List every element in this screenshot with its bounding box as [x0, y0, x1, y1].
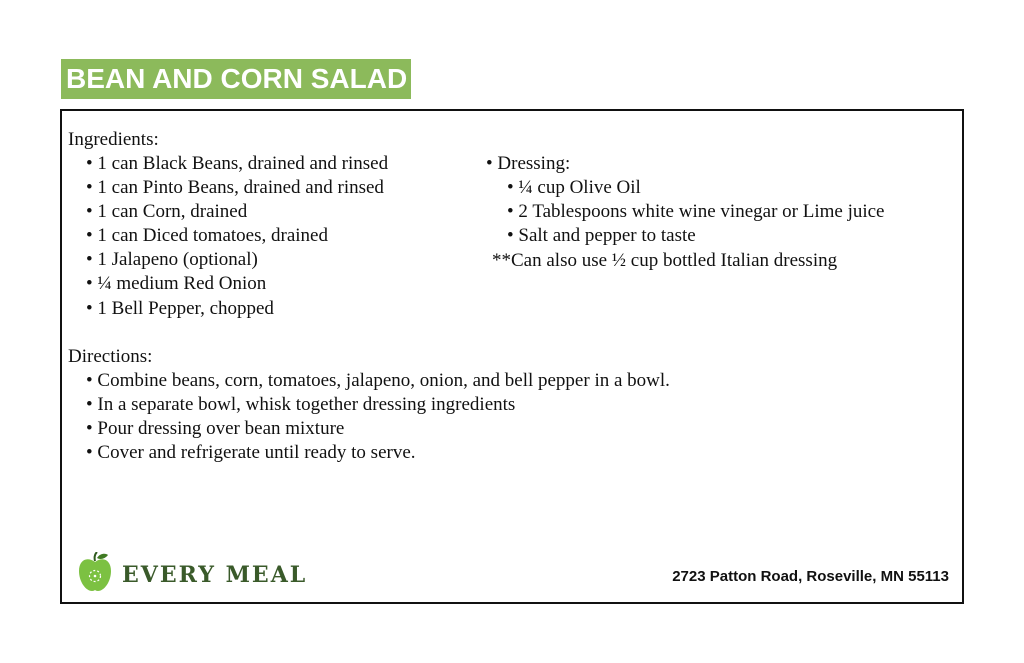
dressing-note: **Can also use ½ cup bottled Italian dressing [492, 250, 838, 271]
ingredient-item: • 1 can Black Beans, drained and rinsed [86, 152, 388, 176]
dressing-item: • ¼ cup Olive Oil [507, 176, 641, 200]
dressing-item: • 2 Tablespoons white wine vinegar or Lime juice [507, 200, 885, 224]
direction-step: • Combine beans, corn, tomatoes, jalapeno, onion, and bell pepper in a bowl. [86, 369, 670, 393]
direction-step: • Cover and refrigerate until ready to serve. [86, 441, 416, 465]
dressing-item: • Salt and pepper to taste [507, 224, 696, 248]
ingredients-heading: Ingredients: [68, 129, 159, 150]
brand-name: EVERY MEAL [122, 562, 308, 588]
ingredient-item: • 1 Jalapeno (optional) [86, 248, 258, 272]
ingredient-item: • 1 can Diced tomatoes, drained [86, 224, 328, 248]
dressing-heading: • Dressing: [486, 152, 570, 176]
address: 2723 Patton Road, Roseville, MN 55113 [672, 568, 949, 585]
page-title: BEAN AND CORN SALAD [61, 59, 411, 99]
apple-icon [78, 552, 112, 592]
direction-step: • In a separate bowl, whisk together dressing ingredients [86, 393, 515, 417]
direction-step: • Pour dressing over bean mixture [86, 417, 344, 441]
directions-heading: Directions: [68, 346, 153, 367]
ingredient-item: • ¼ medium Red Onion [86, 272, 266, 296]
ingredient-item: • 1 can Corn, drained [86, 200, 247, 224]
ingredient-item: • 1 can Pinto Beans, drained and rinsed [86, 176, 384, 200]
ingredient-item: • 1 Bell Pepper, chopped [86, 297, 274, 321]
